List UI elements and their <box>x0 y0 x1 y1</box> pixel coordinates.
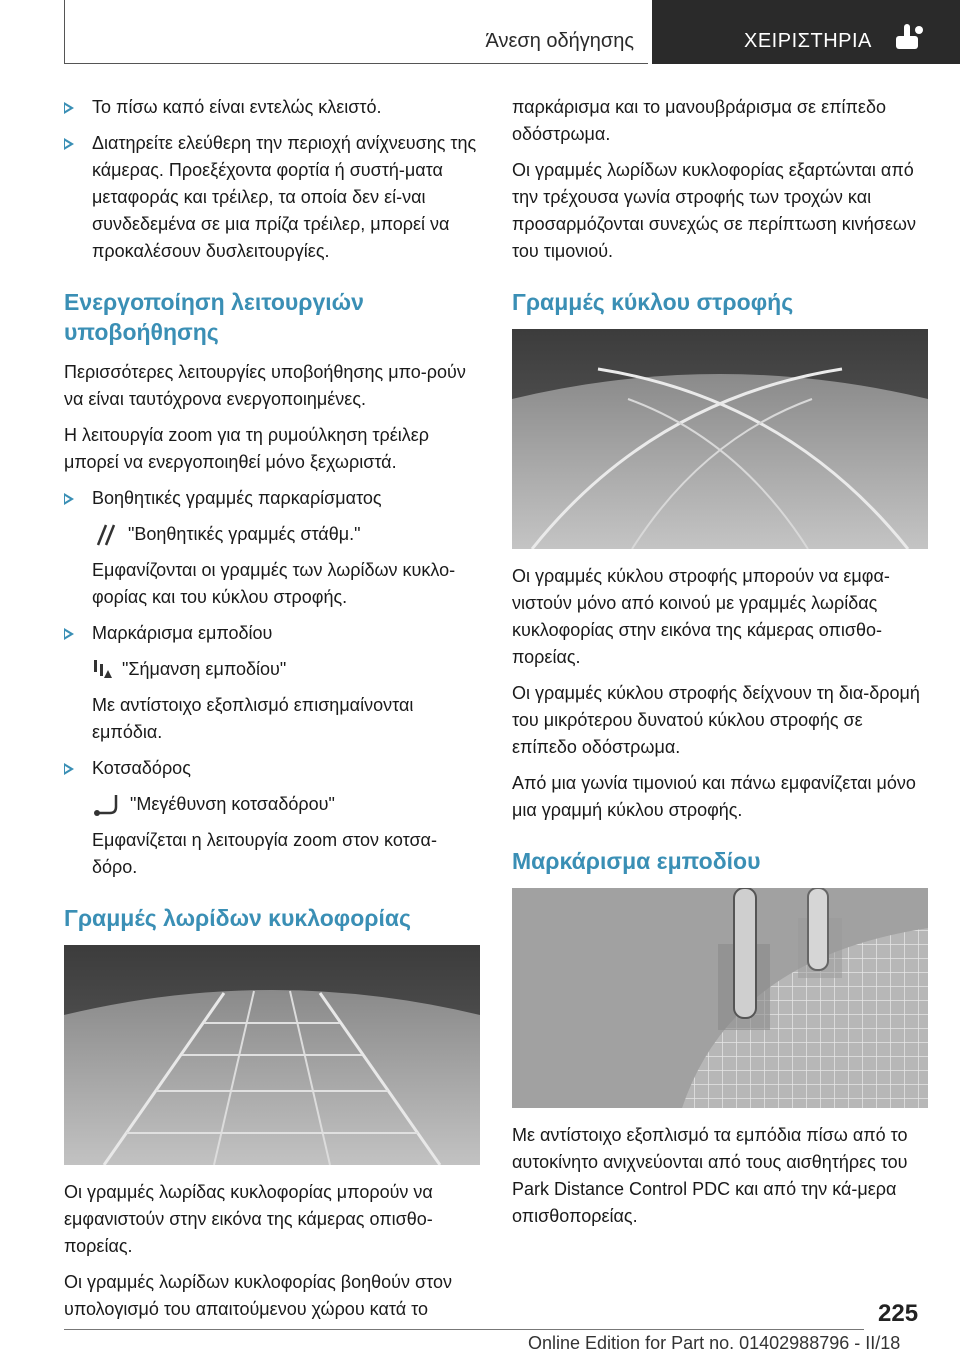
bullet-text: Διατηρείτε ελεύθερη την περιοχή ανίχνευσης της κάμερας. Προεξέχοντα φορτία ή συστή-ματα μεταφοράς και τρέιλερ, τα οποία δεν εί-ναι συνδεδεμένα σε μια πρίζα τρέιλερ, μπορεί να προκαλέσουν δυσλειτουργίες. <box>92 133 477 261</box>
lane-lines-camera-image <box>64 945 480 1165</box>
paragraph: Οι γραμμές λωρίδων κυκλοφορίας βοηθούν στον υπολογισμό του απαιτούμενου χώρου κατά το <box>64 1272 452 1319</box>
left-column <box>64 94 480 1332</box>
header-section-title: Άνεση οδήγησης <box>485 30 634 52</box>
header-chapter-title: ΧΕΙΡΙΣΤΗΡΙΑ <box>744 30 872 52</box>
edition-note: Online Edition for Part no. 01402988796 - II/18 <box>528 1333 901 1353</box>
bullet-triangle-icon <box>64 102 74 114</box>
paragraph: Η λειτουργία zoom για τη ρυμούλκηση τρέιλερ μπορεί να ενεργοποιηθεί μόνο ξεχωριστά. <box>64 425 430 472</box>
header-section-box <box>64 0 648 64</box>
paragraph: Οι γραμμές κύκλου στροφής δείχνουν τη δια-δρομή του μικρότερου δυνατού κύκλου στροφής σε επίπεδο οδόστρωμα. <box>512 683 920 757</box>
trailer-hitch-icon <box>92 793 122 817</box>
hand-pointer-icon <box>892 22 926 57</box>
paragraph: Οι γραμμές κύκλου στροφής μπορούν να εμφα-νιστούν μόνο από κοινού με γραμμές λωρίδας κυκλοφορίας στην εικόνα της κάμερας οπισθο-πορείας. <box>512 566 890 667</box>
header-chapter-box <box>652 0 960 64</box>
heading-lane-lines: Γραμμές λωρίδων κυκλοφορίας <box>64 905 411 931</box>
icon-label-text: "Μεγέθυνση κοτσαδόρου" <box>130 794 335 814</box>
obstacle-marking-icon <box>92 658 114 682</box>
bullet-triangle-icon <box>64 493 74 505</box>
paragraph: Οι γραμμές λωρίδας κυκλοφορίας μπορούν να εμφανιστούν στην εικόνα της κάμερας οπισθο-πορείας. <box>64 1182 433 1256</box>
page-number: 225 <box>878 1300 919 1327</box>
icon-label-row <box>64 656 480 683</box>
bullet-triangle-icon <box>64 628 74 640</box>
description: Με αντίστοιχο εξοπλισμό επισημαίνονται εμπόδια. <box>92 695 414 742</box>
paragraph: Οι γραμμές λωρίδων κυκλοφορίας εξαρτώνται από την τρέχουσα γωνία στροφής των τροχών και προσαρμόζονται συνεχώς σε περίπτωση κινήσεων του τιμονιού. <box>512 160 916 261</box>
parking-lines-icon <box>92 523 120 547</box>
footer-divider <box>64 1329 864 1330</box>
bullet-item <box>64 485 480 512</box>
bullet-text: Το πίσω καπό είναι εντελώς κλειστό. <box>92 97 382 117</box>
paragraph: Με αντίστοιχο εξοπλισμό τα εμπόδια πίσω από το αυτοκίνητο ανιχνεύονται από τους αισθητήρες του Park Distance Control PDC και από την κά-μερα οπισθοπορείας. <box>512 1125 908 1226</box>
heading-turning-circle: Γραμμές κύκλου στροφής <box>512 289 794 315</box>
bullet-text: Μαρκάρισμα εμποδίου <box>92 623 273 643</box>
paragraph: Από μια γωνία τιμονιού και πάνω εμφανίζεται μόνο μια γραμμή κύκλου στροφής. <box>512 773 916 820</box>
bullet-text: Κοτσαδόρος <box>92 758 191 778</box>
bullet-item <box>64 620 480 647</box>
obstacle-marking-camera-image <box>512 888 928 1108</box>
icon-label-text: "Βοηθητικές γραμμές στάθμ." <box>128 524 361 544</box>
bullet-text: Βοηθητικές γραμμές παρκαρίσματος <box>92 488 382 508</box>
icon-label-row <box>64 521 480 548</box>
description: Εμφανίζονται οι γραμμές των λωρίδων κυκλο-φορίας και του κύκλου στροφής. <box>92 560 456 607</box>
paragraph: Περισσότερες λειτουργίες υποβοήθησης μπο-ρούν να είναι ταυτόχρονα ενεργοποιημένες. <box>64 362 466 409</box>
heading-activate-assist: Ενεργοποίηση λειτουργιών υποβοήθησης <box>64 289 364 345</box>
turning-circle-camera-image <box>512 329 928 549</box>
bullet-item <box>64 130 480 265</box>
right-column <box>512 94 928 1239</box>
bullet-item <box>64 94 480 121</box>
bullet-triangle-icon <box>64 763 74 775</box>
heading-obstacle-marking: Μαρκάρισμα εμποδίου <box>512 848 761 874</box>
bullet-triangle-icon <box>64 138 74 150</box>
bullet-item <box>64 755 480 782</box>
description: Εμφανίζεται η λειτουργία zoom στον κοτσα-δόρο. <box>92 830 437 877</box>
paragraph: παρκάρισμα και το μανουβράρισμα σε επίπεδο οδόστρωμα. <box>512 97 886 144</box>
icon-label-text: "Σήμανση εμποδίου" <box>122 659 287 679</box>
icon-label-row <box>64 791 480 818</box>
